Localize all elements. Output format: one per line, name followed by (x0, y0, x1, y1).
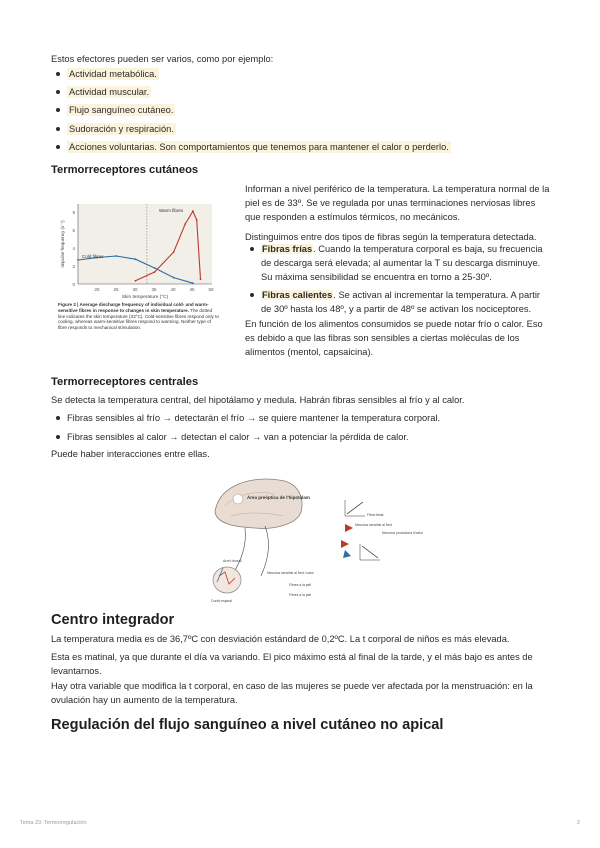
warm-data-point (184, 223, 186, 225)
list-item: Actividad muscular. (51, 85, 451, 99)
y-tick-label: 6 (72, 228, 75, 233)
x-tick-label: 30 (132, 287, 138, 292)
cold-fibres-label: Cold fibres (82, 254, 104, 259)
paragraph: Hay otra variable que modifica la t corporal, en caso de las mujeres se puede ver afectada por la menstruación: en la ovulación hay un aumento de la temperatura. (51, 681, 533, 705)
warm-fibres-term: Fibras calientes (262, 290, 333, 300)
paragraph: La temperatura media es de 36,7ºC con desviación estándard de 0,2ºC. La t corporal de niños es más elevada. (51, 634, 510, 644)
section-title-blood-flow: Regulación del flujo sanguíneo a nivel cutáneo no apical (51, 717, 444, 733)
x-tick-label: 45 (189, 287, 195, 292)
warm-data-point (154, 271, 156, 273)
list-item: Acciones voluntarias. Son comportamientos que tenemos para mantener el calor o perderlo. (51, 140, 451, 154)
cold-fibres-term: Fibras frías (262, 244, 313, 254)
effectors-list (51, 67, 451, 158)
cold-data-point (154, 267, 156, 269)
warm-data-point (192, 210, 194, 212)
list-item: Fibras frías. Cuando la temperatura corporal es baja, su frecuencia de descarga será elevada; al aumentar la T su descarga disminuye. Su máxima sensibilidad se encuentra en torno a 25-30º. (245, 242, 550, 284)
y-tick-label: 8 (72, 210, 75, 215)
warm-data-point (173, 251, 175, 253)
y-tick-labels (72, 210, 75, 287)
diagram-label: Neurona productora d'calor (382, 531, 423, 535)
warm-data-point (196, 219, 198, 221)
paragraph: Informan a nivel periférico de la temperatura. La temperatura normal de la piel es de 33º. Se ve regulada por unas terminaciones nerviosas libres que responden a estímulos térmicos, no mecánicos. (245, 184, 550, 222)
paragraph: Distinguimos entre dos tipos de fibras según la temperatura detectada. (245, 232, 537, 242)
list-item: Sudoración y respiración. (51, 122, 451, 136)
diagram-label: Cordó espinal (211, 599, 232, 603)
list-item: Fibras sensibles al calor → detectan el calor → van a potenciar la pérdida de calor. (51, 430, 551, 444)
paragraph: Esta es matinal, ya que durante el día va variando. El pico máximo está al final de la tarde, y el más bajo es antes de levantarnos. (51, 652, 533, 676)
diagram-label: Fibra freda (367, 513, 384, 517)
x-tick-label: 25 (113, 287, 119, 292)
brain-drawing (215, 479, 302, 528)
x-tick-label: 35 (151, 287, 157, 292)
fiber-types-list (245, 242, 550, 316)
x-tick-label: 50 (208, 287, 214, 292)
area-label: Àrea preòptica de l'hipotàlam (247, 495, 310, 500)
list-item: Flujo sanguíneo cutáneo. (51, 103, 451, 117)
diagram-label: Neurona sensible al fred i calor (267, 571, 314, 575)
warm-fibres-label: Warm fibres (159, 208, 184, 213)
cold-data-point (115, 255, 117, 257)
figure-caption-rest: The dotted line indicates the skin temperature (33°C). Cold-sensitive fibres respond only to cooling, whereas warm-sensitive fibres respond to warming. Neither type of fibre responds to mechanical stimulation. (58, 307, 219, 331)
section-title-integrator: Centro integrador (51, 612, 175, 628)
y-axis-label: Impulse frequency (s⁻¹) (60, 220, 65, 268)
footer-title: Tema 23: Termorregulación (20, 820, 87, 826)
paragraph: Puede haber interacciones entre ellas. (51, 449, 210, 459)
paragraph: Se detecta la temperatura central, del hipotálamo y medula. Habrán fibras sensibles al frío y al calor. (51, 395, 465, 405)
spinal-cord-drawing (213, 567, 241, 593)
list-item: Fibras calientes. Se activan al incrementar la temperatura. A partir de 30º hasta los 48º, y a partir de 48º se activan los nociceptores. (245, 288, 550, 316)
x-tick-label: 20 (94, 287, 100, 292)
x-tick-label: 40 (170, 287, 176, 292)
figure-caption-lead: Figure 2 | Average discharge frequency of individual cold- and warm-sensitive fibres in response to changes in skin temperature. (58, 302, 209, 313)
page-number: 2 (576, 820, 580, 826)
warm-data-point (200, 278, 202, 280)
y-tick-label: 2 (72, 264, 75, 269)
cutaneous-text (245, 182, 550, 244)
cold-data-point (77, 259, 79, 261)
y-tick-label: 4 (72, 246, 75, 251)
central-list (51, 411, 551, 444)
diagram-label: Fibres a la pell (289, 583, 312, 587)
section-title-cutaneous: Termorreceptores cutáneos (51, 164, 199, 176)
diagram-label: Fibres a la pell (289, 593, 312, 597)
diagram-label: Arrel dorsal (223, 559, 242, 563)
cold-data-point (135, 258, 137, 260)
cold-data-point (192, 282, 194, 284)
y-tick-label: 0 (72, 282, 75, 287)
x-tick-labels (94, 287, 214, 292)
discharge-frequency-chart (56, 198, 221, 358)
neuron-graphs (341, 500, 380, 560)
paragraph: En función de los alimentos consumidos se puede notar frío o calor. Eso es debido a que las fibras son sensibles a ciertas moléculas de los alimentos (mentol, capsaicina). (245, 319, 543, 357)
intro-text: Estos efectores pueden ser varios, como por ejemplo: (51, 54, 274, 64)
list-item: Actividad metabólica. (51, 67, 451, 81)
diagram-label: Neurona sensible al fred (355, 523, 392, 527)
x-axis-label: Skin temperature (°C) (121, 295, 169, 300)
plot-area (78, 204, 212, 284)
cold-data-point (173, 277, 175, 279)
section-title-central: Termorreceptores centrales (51, 376, 199, 388)
list-item: Fibras sensibles al frío → detectarán el frío → se quiere mantener la temperatura corporal. (51, 411, 551, 425)
warm-data-point (135, 280, 137, 282)
central-thermoreceptors-diagram (205, 472, 423, 606)
